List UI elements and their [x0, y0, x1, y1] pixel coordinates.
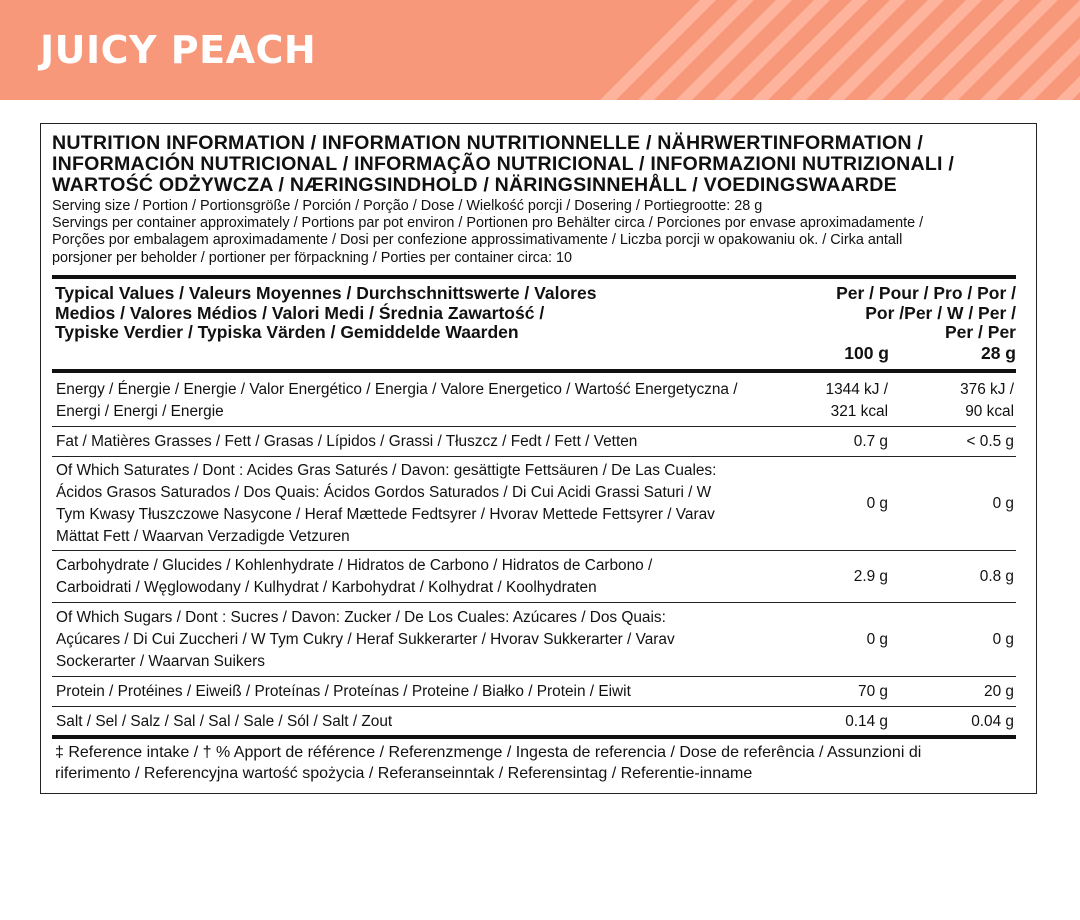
value-per-100g: 1344 kJ / 321 kcal — [825, 381, 888, 420]
row-divider — [52, 456, 1016, 457]
value-per-28g: 0.04 g — [971, 713, 1014, 730]
nutrition-panel — [40, 123, 1037, 794]
row-divider — [52, 426, 1016, 427]
product-title: JUICY PEACH — [40, 28, 317, 72]
value-per-28g: 20 g — [984, 683, 1014, 700]
value-per-100g: 0.7 g — [853, 433, 888, 450]
table-header-typical-values: Typical Values / Valeurs Moyennes / Durchschnittswerte / Valores Medios / Valores Médios / Valori Medi / Średnia Zawartość / Typiske Verdier / Typiska Värden / Gemiddelde Waarden — [55, 283, 597, 342]
row-divider — [52, 706, 1016, 707]
nutrient-label: Of Which Sugars / Dont : Sucres / Davon: Zucker / De Los Cuales: Azúcares / Dos Quais: Açúcares / Di Cui Zuccheri / W Tym Cukry / Heraf Sukkerarter / Hvorav Sukkerarter / Varav Sockerarter / Waarvan Suikers — [56, 609, 675, 670]
row-divider — [52, 602, 1016, 603]
nutrient-label: Energy / Énergie / Energie / Valor Energético / Energia / Valore Energetico / Wartość Energetyczna / Energi / Energi / Energie — [56, 381, 738, 420]
value-per-28g: 0.8 g — [979, 568, 1014, 585]
product-banner — [0, 0, 1080, 100]
row-divider — [52, 676, 1016, 677]
nutrient-label: Salt / Sel / Salz / Sal / Sal / Sale / Sól / Salt / Zout — [56, 713, 393, 730]
row-divider — [52, 550, 1016, 551]
table-header-per: Per / Pour / Pro / Por / Por /Per / W / Per / Per / Per — [836, 283, 1016, 342]
column-header-100g: 100 g — [844, 343, 889, 363]
nutrition-heading: NUTRITION INFORMATION / INFORMATION NUTRITIONNELLE / NÄHRWERTINFORMATION / INFORMACIÓN NUTRICIONAL / INFORMAÇÃO NUTRICIONAL / INFORMAZIONI NUTRIZIONALI / WARTOŚĆ ODŻYWCZA / NÆRINGSINDHOLD / NÄRINGSINNEHÅLL / VOEDINGSWAARDE — [52, 132, 954, 196]
value-per-28g: 0 g — [992, 495, 1014, 512]
value-per-100g: 2.9 g — [853, 568, 888, 585]
value-per-100g: 70 g — [858, 683, 888, 700]
reference-intake-footnote: ‡ Reference intake / † % Apport de référence / Referenzmenge / Ingesta de referencia / Dose de referência / Assunzioni di riferimento / Referencyjna wartość spożycia / Referanseinntak / Referensintag / Referentie-inname — [55, 744, 922, 782]
value-per-100g: 0 g — [866, 631, 888, 648]
nutrient-label: Fat / Matières Grasses / Fett / Grasas / Lípidos / Grassi / Tłuszcz / Fedt / Fett / Vetten — [56, 433, 638, 450]
value-per-100g: 0 g — [866, 495, 888, 512]
column-header-28g: 28 g — [980, 343, 1016, 363]
servings-info: Serving size / Portion / Portionsgröße / Porción / Porção / Dose / Wielkość porcji / Dosering / Portiegrootte: 28 g Servings per container approximately / Portions par pot environ / Portionen pro Behälter circa / Porciones por envase aproximadamente / Porções por embalagem aproximadamente / Dosi per confezione approssimativamente / Liczba porcji w opakowaniu ok. / Cirka antall porsjoner per beholder / portioner per förpackning / Porties per container circa: 10 — [52, 198, 924, 266]
value-per-100g: 0.14 g — [845, 713, 888, 730]
value-per-28g: 376 kJ / 90 kcal — [960, 381, 1014, 420]
nutrient-label: Carbohydrate / Glucides / Kohlenhydrate / Hidratos de Carbono / Hidratos de Carbono / Carboidrati / Węglowodany / Kulhydrat / Karbohydrat / Kolhydrat / Koolhydraten — [56, 557, 653, 596]
header-bottom-rule — [52, 369, 1016, 373]
nutrient-label: Of Which Saturates / Dont : Acides Gras Saturés / Davon: gesättigte Fettsäuren / De Las Cuales: Ácidos Grasos Saturados / Dos Quais: Ácidos Gordos Saturados / Di Cui Acidi Grassi Saturi / W Tym Kwasy Tłuszczowe Nasycone / Heraf Mættede Fedtsyrer / Hvorav Mettede Fettsyrer / Varav Mättat Fett / Waarvan Verzadigde Vetzuren — [56, 462, 717, 545]
nutrient-label: Protein / Protéines / Eiweiß / Proteínas / Proteínas / Proteine / Białko / Protein / Eiwit — [56, 683, 631, 700]
table-bottom-rule — [52, 735, 1016, 739]
header-top-rule — [52, 275, 1016, 279]
diagonal-stripes-decoration — [560, 0, 1080, 100]
value-per-28g: < 0.5 g — [966, 433, 1014, 450]
value-per-28g: 0 g — [992, 631, 1014, 648]
